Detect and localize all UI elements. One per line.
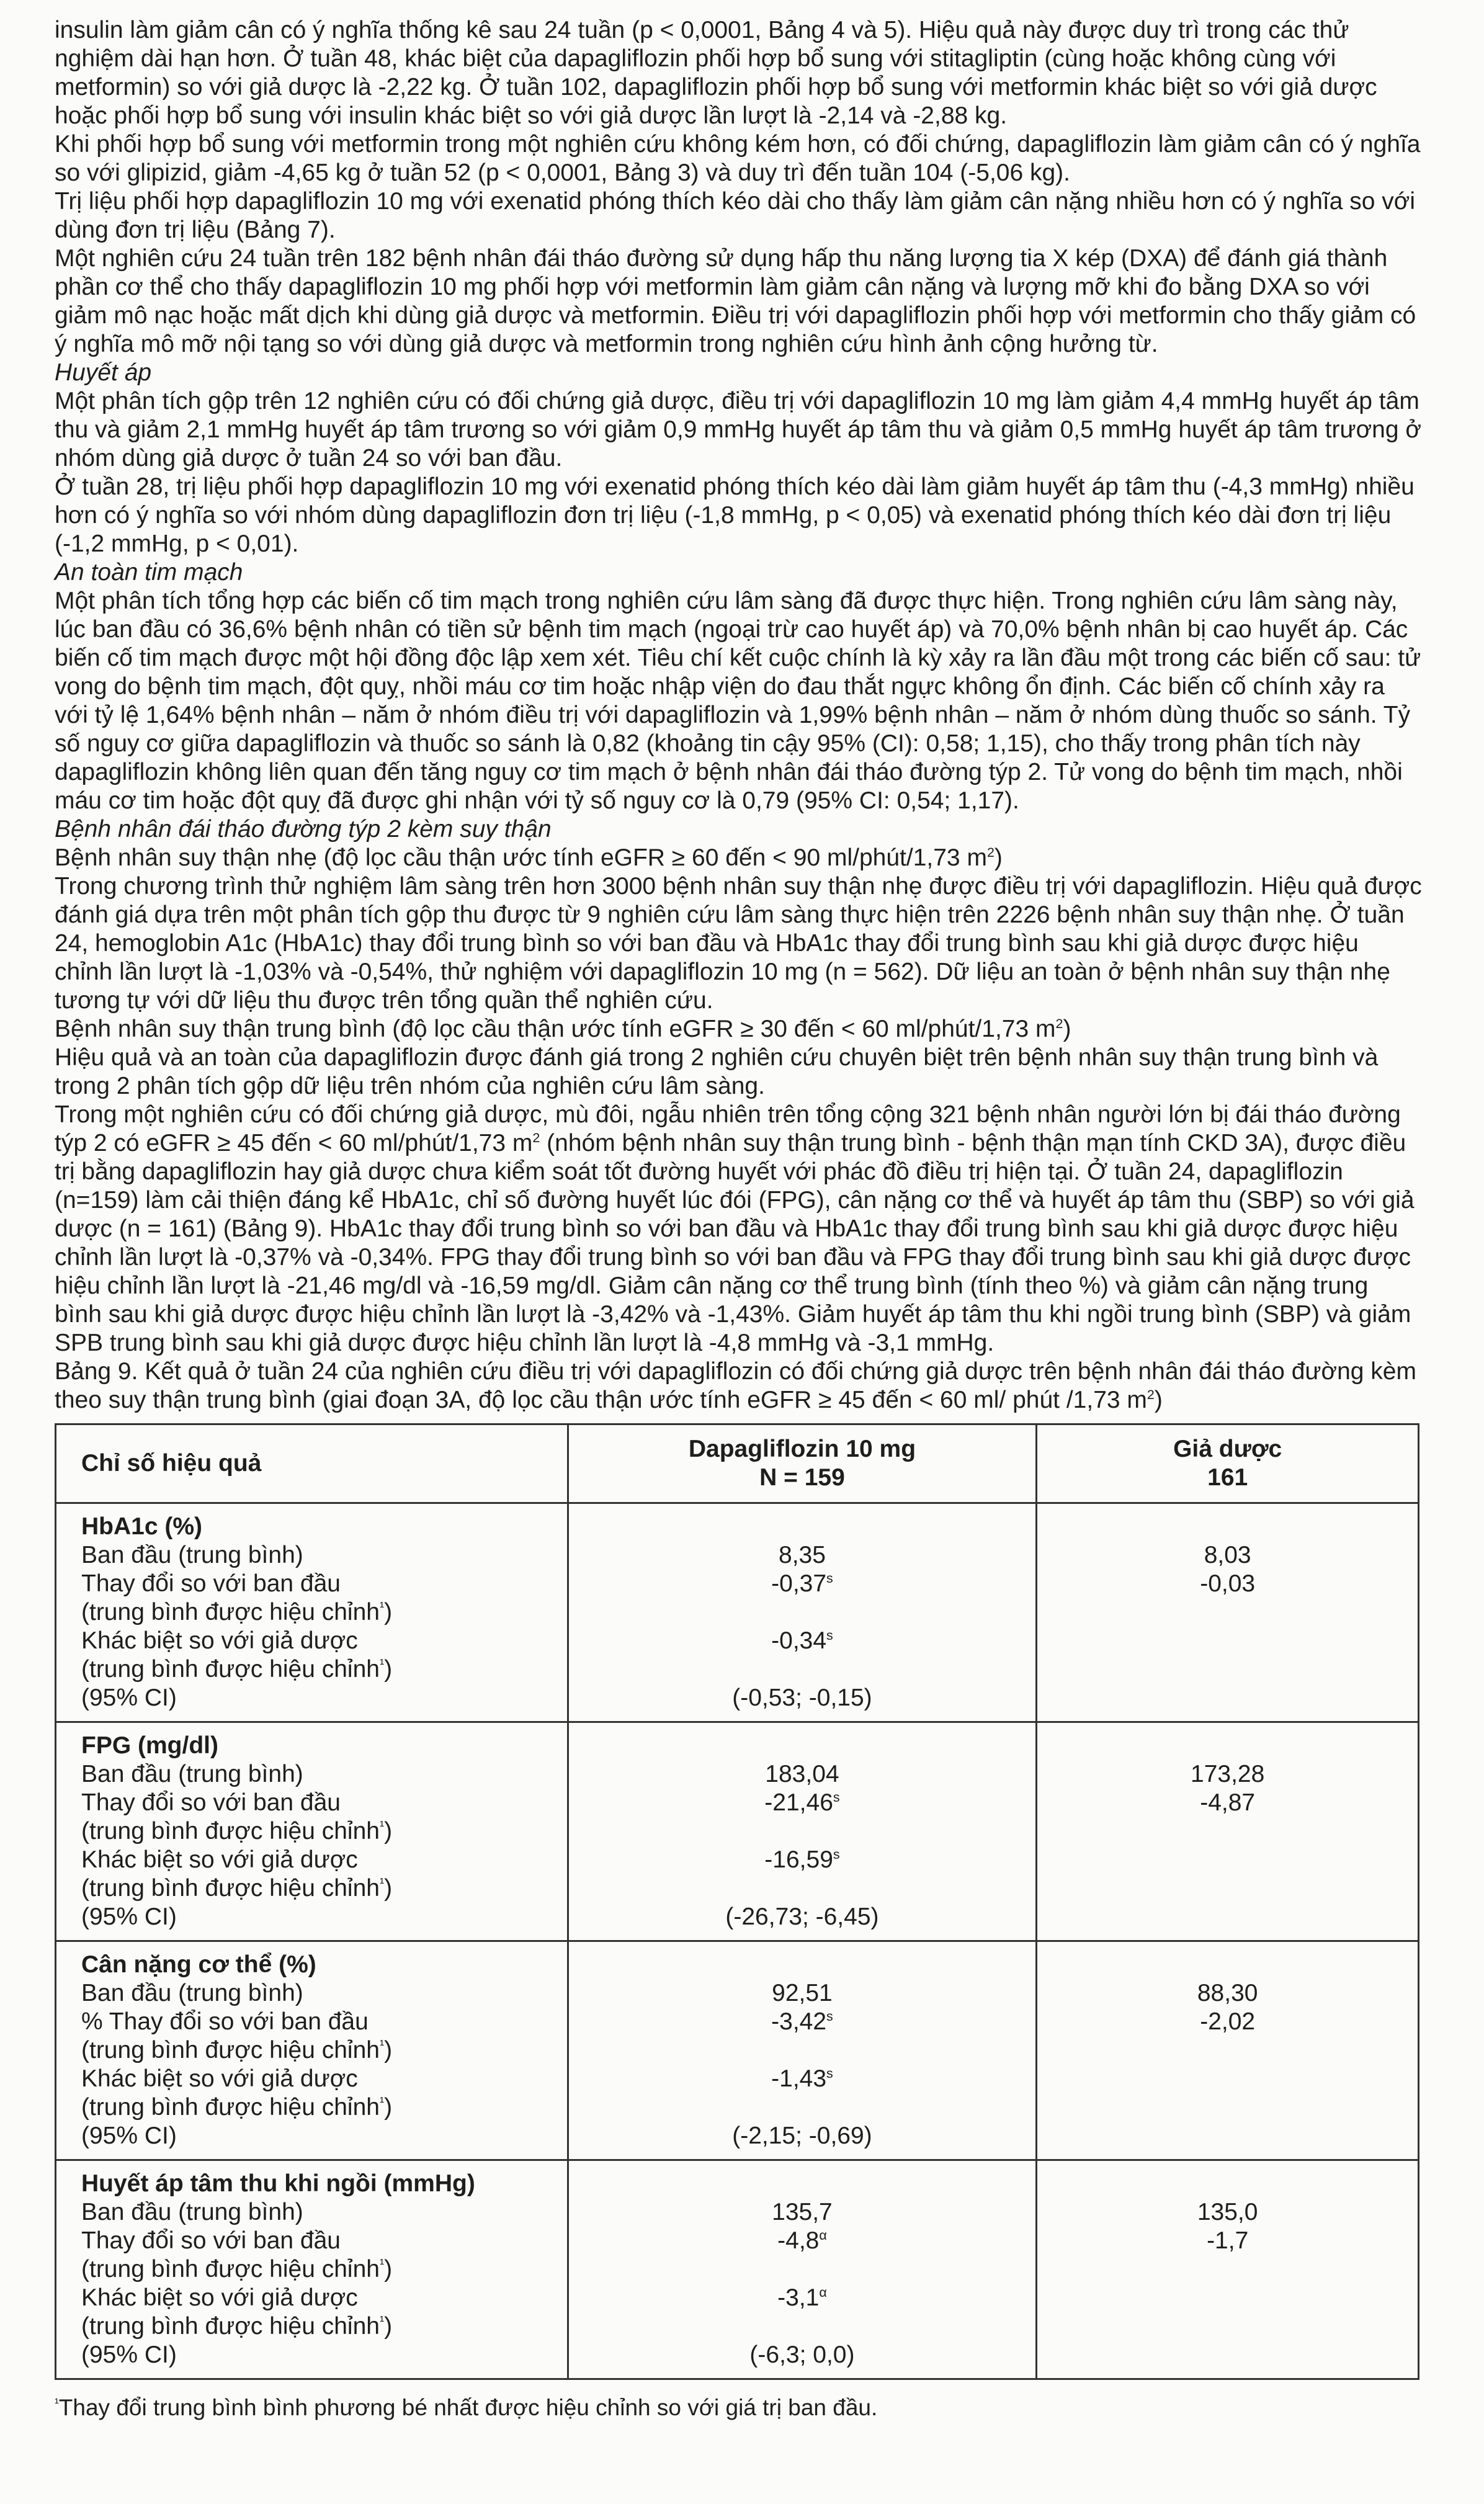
paragraph-p2 (55, 130, 1422, 187)
placebo-value (1037, 1627, 1418, 1655)
row-label-sup: ¹ (379, 1657, 385, 1671)
row-label: Thay đổi so với ban đầu (81, 1570, 341, 1597)
paragraph-text: Trong một nghiên cứu có đối chứng giả dược, mù đôi, ngẫu nhiên trên tổng cộng 321 bệnh nhân người lớn bị đái tháo đường týp 2 có eGFR ≥ 45 đến < 60 ml/phút/1,73 m (55, 1101, 1401, 1156)
row-label: % Thay đổi so với ban đầu (81, 2008, 369, 2035)
dapagliflozin-value (569, 2227, 1036, 2255)
paragraph-text: insulin làm giảm cân có ý nghĩa thống kê sau 24 tuần (p < 0,0001, Bảng 4 và 5). Hiệu quả này được duy trì trong các thử nghiệm dài hạn hơn. Ở tuần 48, khác biệt của dapagliflozin phối hợp bổ sung với stitagliptin (cùng hoặc không cùng với metformin) so với giả dược là -2,22 kg. Ở tuần 102, dapagliflozin phối hợp bổ sung với metformin khác biệt so với giả dược hoặc phối hợp bổ sung với insulin khác biệt so với giả dược lần lượt là -2,14 và -2,88 kg. (55, 17, 1377, 129)
paragraph-text: Bệnh nhân đái tháo đường týp 2 kèm suy thận (55, 816, 552, 843)
paragraph-p4 (55, 244, 1422, 359)
section-placebo-values (1037, 1503, 1419, 1722)
row-label-ci: (95% CI) (81, 2122, 177, 2149)
section-title: Cân nặng cơ thể (%) (81, 1951, 316, 1978)
paragraph-h3 (55, 815, 1422, 844)
paragraph-p7 (55, 587, 1422, 815)
dapagliflozin-value (569, 1570, 1036, 1598)
paragraph-text: Bệnh nhân suy thận nhẹ (độ lọc cầu thận ước tính eGFR ≥ 60 đến < 90 ml/phút/1,73 m (55, 844, 987, 871)
value-text: -4,8 (777, 2227, 820, 2254)
value-text: -3,42 (771, 2008, 827, 2035)
value-text: 8,35 (779, 1542, 826, 1568)
spacer (1037, 2036, 1418, 2065)
row-label: Thay đổi so với ban đầu (81, 1789, 341, 1816)
header-dapagliflozin (568, 1424, 1037, 1503)
section-labels (56, 1503, 568, 1722)
section-title: Huyết áp tâm thu khi ngồi (mmHg) (81, 2170, 475, 2197)
paragraph-p8 (55, 872, 1422, 1015)
header-placebo-name: Giả dược (1173, 1436, 1282, 1462)
header-placebo-n: 161 (1207, 1464, 1248, 1491)
dapagliflozin-value (569, 2284, 1036, 2312)
spacer (1037, 1598, 1418, 1627)
row-label-sup: ¹ (379, 2037, 385, 2052)
row-label-sub (81, 2312, 552, 2341)
dapagliflozin-value (569, 2065, 1036, 2093)
confidence-interval: (-0,53; -0,15) (732, 1684, 872, 1711)
table-section-row (56, 2160, 1419, 2379)
paragraph-text: Bệnh nhân suy thận trung bình (độ lọc cầu thận ước tính eGFR ≥ 30 đến < 60 ml/phút/1,73 m (55, 1016, 1056, 1042)
section-labels (56, 1722, 568, 1941)
paragraph-text: Một phân tích gộp trên 12 nghiên cứu có đối chứng giả dược, điều trị với dapagliflozin 10 mg làm giảm 4,4 mmHg huyết áp tâm thu và giảm 2,1 mmHg huyết áp tâm trương so với giảm 0,9 mmHg huyết áp tâm thu và giảm 0,5 mmHg huyết áp tâm trương ở nhóm dùng giả dược ở tuần 24 so với ban đầu. (55, 388, 1421, 472)
confidence-interval: (-6,3; 0,0) (749, 2341, 855, 2368)
value-sup: s (826, 1571, 833, 1586)
section-dapagliflozin-values (568, 1503, 1037, 1722)
row-label: Ban đầu (trung bình) (81, 1761, 303, 1787)
spacer (569, 1817, 1036, 1846)
value-text: -1,43 (771, 2065, 827, 2092)
row-label-close: ) (384, 2256, 393, 2283)
spacer (569, 1655, 1036, 1684)
row-label: Khác biệt so với giả dược (81, 2065, 358, 2092)
row-label: Ban đầu (trung bình) (81, 1980, 303, 2006)
spacer (569, 2093, 1036, 2122)
table-section-row (56, 1722, 1419, 1941)
spacer (569, 2036, 1036, 2065)
placebo-value: -4,87 (1200, 1789, 1256, 1816)
placebo-value (1037, 1846, 1418, 1874)
row-label-sup: ¹ (379, 1876, 385, 1890)
row-label: Khác biệt so với giả dược (81, 1627, 358, 1654)
spacer (569, 1874, 1036, 1903)
row-label-text: (trung bình được hiệu chỉnh (81, 1875, 380, 1902)
confidence-interval: (-2,15; -0,69) (732, 2122, 872, 2149)
dapagliflozin-value (569, 1760, 1036, 1789)
dapagliflozin-value (569, 2198, 1036, 2227)
section-labels (56, 1941, 568, 2160)
row-label: Thay đổi so với ban đầu (81, 2227, 341, 2254)
spacer (1037, 2312, 1418, 2341)
footnote-text: Thay đổi trung bình bình phương bé nhất được hiệu chỉnh so với giá trị ban đầu. (58, 2395, 878, 2420)
paragraph-text: Trong chương trình thử nghiệm lâm sàng trên hơn 3000 bệnh nhân suy thận nhẹ được điều trị với dapagliflozin. Hiệu quả được đánh giá dựa trên một phân tích gộp thu được từ 9 nghiên cứu lâm sàng thực hiện trên 2226 bệnh nhân suy thận nhẹ. Ở tuần 24, hemoglobin A1c (HbA1c) thay đổi trung bình so với ban đầu và HbA1c thay đổi trung bình sau khi giả dược được hiệu chỉnh lần lượt là -1,03% và -0,54%, thử nghiệm với dapagliflozin 10 mg (n = 562). Dữ liệu an toàn ở bệnh nhân suy thận nhẹ tương tự với dữ liệu thu được trên tổng quần thể nghiên cứu. (55, 873, 1422, 1014)
spacer (1037, 2170, 1418, 2198)
row-label-sub (81, 1598, 552, 1627)
row-label-ci: (95% CI) (81, 2341, 177, 2368)
value-sup: s (833, 1847, 840, 1862)
table-body (56, 1503, 1419, 2379)
placebo-value (1037, 2065, 1418, 2093)
paragraph-h2 (55, 558, 1422, 587)
section-placebo-values (1037, 1941, 1419, 2160)
paragraph-p9 (55, 1044, 1422, 1101)
row-label-close: ) (384, 2313, 393, 2340)
row-label: Ban đầu (trung bình) (81, 2199, 303, 2225)
paragraph-text: Ở tuần 28, trị liệu phối hợp dapagliflozin 10 mg với exenatid phóng thích kéo dài làm giảm huyết áp tâm thu (-4,3 mmHg) nhiều hơn có ý nghĩa so với nhóm dùng dapagliflozin đơn trị liệu (-1,8 mmHg, p < 0,05) và exenatid phóng thích kéo dài đơn trị liệu (-1,2 mmHg, p < 0,01). (55, 473, 1415, 557)
row-label-close: ) (384, 2037, 393, 2064)
paragraph-text: Huyết áp (55, 359, 152, 386)
row-label-sub (81, 2036, 552, 2065)
paragraph-p3 (55, 187, 1422, 244)
placebo-value: 173,28 (1191, 1761, 1265, 1787)
paragraph-text: Bảng 9. Kết quả ở tuần 24 của nghiên cứu điều trị với dapagliflozin có đối chứng giả dược trên bệnh nhân đái tháo đường kèm theo suy thận trung bình (giai đoạn 3A, độ lọc cầu thận ước tính eGFR ≥ 45 đến < 60 ml/ phút /1,73 m (55, 1358, 1416, 1413)
spacer (1037, 2255, 1418, 2284)
superscript: 2 (1147, 1387, 1155, 1402)
row-label: Ban đầu (trung bình) (81, 1542, 303, 1568)
spacer (1037, 1874, 1418, 1903)
paragraph-text: Một phân tích tổng hợp các biến cố tim mạch trong nghiên cứu lâm sàng đã được thực hiện. Trong nghiên cứu lâm sàng này, lúc ban đầu có 36,6% bệnh nhân có tiền sử bệnh tim mạch (ngoại trừ cao huyết áp) và 70,0% bệnh nhân bị cao huyết áp. Các biến cố tim mạch được một hội đồng độc lập xem xét. Tiêu chí kết cuộc chính là kỳ xảy ra lần đầu một trong các biến cố sau: tử vong do bệnh tim mạch, đột quỵ, nhồi máu cơ tim hoặc nhập viện do đau thắt ngực không ổn định. Các biến cố chính xảy ra với tỷ lệ 1,64% bệnh nhân – năm ở nhóm điều trị với dapagliflozin và 1,99% bệnh nhân – năm ở nhóm dùng thuốc so sánh. Tỷ số nguy cơ giữa dapagliflozin và thuốc so sánh là 0,82 (khoảng tin cậy 95% (CI): 0,58; 1,15), cho thấy trong phân tích này dapagliflozin không liên quan đến tăng nguy cơ tim mạch ở bệnh nhân đái tháo đường týp 2. Tử vong do bệnh tim mạch, nhồi máu cơ tim hoặc đột quỵ đã được ghi nhận với tỷ số nguy cơ là 0,79 (95% CI: 0,54; 1,17). (55, 588, 1421, 814)
section-title: FPG (mg/dl) (81, 1732, 218, 1759)
placebo-value: -1,7 (1207, 2227, 1249, 2254)
section-title: HbA1c (%) (81, 1513, 203, 1540)
value-text: -3,1 (777, 2284, 820, 2311)
dapagliflozin-value (569, 1789, 1036, 1817)
table-section-row (56, 1503, 1419, 1722)
row-label: Khác biệt so với giả dược (81, 2284, 358, 2311)
section-dapagliflozin-values (568, 1941, 1037, 2160)
placebo-value: -2,02 (1200, 2008, 1256, 2035)
dapagliflozin-value (569, 1627, 1036, 1655)
paragraph-text: Trị liệu phối hợp dapagliflozin 10 mg với exenatid phóng thích kéo dài cho thấy làm giảm cân nặng nhiều hơn có ý nghĩa so với dùng đơn trị liệu (Bảng 7). (55, 188, 1416, 243)
spacer (1037, 1655, 1418, 1684)
placebo-value: 135,0 (1197, 2199, 1258, 2225)
row-label-text: (trung bình được hiệu chỉnh (81, 2037, 380, 2064)
paragraph-h4 (55, 844, 1422, 872)
row-label-text: (trung bình được hiệu chỉnh (81, 2313, 380, 2340)
spacer (1037, 1684, 1418, 1712)
row-label-sub (81, 2093, 552, 2122)
paragraph-h5 (55, 1015, 1422, 1044)
value-text: 92,51 (772, 1980, 833, 2006)
value-text: -0,37 (771, 1570, 827, 1597)
value-text: 135,7 (772, 2199, 833, 2225)
spacer (1037, 1513, 1418, 1541)
paragraph-text-after: ) (1063, 1016, 1071, 1042)
table-section-row (56, 1941, 1419, 2160)
spacer (1037, 1903, 1418, 1931)
paragraph-text: Hiệu quả và an toàn của dapagliflozin được đánh giá trong 2 nghiên cứu chuyên biệt trên bệnh nhân suy thận trung bình và trong 2 phân tích gộp dữ liệu trên nhóm của nghiên cứu lâm sàng. (55, 1044, 1379, 1099)
row-label-close: ) (384, 1656, 393, 1683)
paragraph-text: Khi phối hợp bổ sung với metformin trong một nghiên cứu không kém hơn, có đối chứng, dapagliflozin làm giảm cân có ý nghĩa so với glipizid, giảm -4,65 kg ở tuần 52 (p < 0,0001, Bảng 3) và duy trì đến tuần 104 (-5,06 kg). (55, 131, 1421, 186)
row-label-sub (81, 1817, 552, 1846)
dapagliflozin-value (569, 1846, 1036, 1874)
row-label-ci: (95% CI) (81, 1684, 177, 1711)
row-label-sup: ¹ (379, 2256, 385, 2271)
paragraph-p6 (55, 473, 1422, 558)
section-labels (56, 2160, 568, 2379)
spacer (1037, 1817, 1418, 1846)
header-dapagliflozin-name: Dapagliflozin 10 mg (688, 1436, 916, 1462)
confidence-interval: (-26,73; -6,45) (725, 1903, 879, 1930)
row-label-text: (trung bình được hiệu chỉnh (81, 2094, 380, 2121)
row-label-close: ) (384, 2094, 393, 2121)
placebo-value (1037, 2284, 1418, 2312)
row-label-sub (81, 1874, 552, 1903)
value-sup: s (826, 2066, 833, 2081)
spacer (569, 1732, 1036, 1760)
section-placebo-values (1037, 1722, 1419, 1941)
value-text: -16,59 (764, 1846, 833, 1873)
superscript: 2 (986, 845, 995, 860)
placebo-value: 8,03 (1204, 1542, 1251, 1568)
paragraph-h1 (55, 359, 1422, 387)
row-label-sup: ¹ (379, 2314, 385, 2328)
value-text: 183,04 (765, 1761, 839, 1787)
row-label-sup: ¹ (379, 1818, 385, 1833)
spacer (1037, 2122, 1418, 2150)
superscript: 2 (1055, 1016, 1063, 1031)
section-dapagliflozin-values (568, 2160, 1037, 2379)
spacer (1037, 2093, 1418, 2122)
paragraph-text-after: ) (1154, 1387, 1163, 1413)
row-label-sub (81, 1655, 552, 1684)
value-sup: s (833, 1790, 840, 1805)
placebo-value: -0,03 (1200, 1570, 1256, 1597)
paragraph-text-after: ) (994, 844, 1003, 871)
spacer (1037, 2341, 1418, 2369)
dapagliflozin-value (569, 2008, 1036, 2036)
value-sup: s (826, 1628, 833, 1643)
paragraph-text: Một nghiên cứu 24 tuần trên 182 bệnh nhân đái tháo đường sử dụng hấp thu năng lượng tia X kép (DXA) để đánh giá thành phần cơ thể cho thấy dapagliflozin 10 mg phối hợp với metformin làm giảm cân nặng và lượng mỡ khi đo bằng DXA so với giảm mô nạc hoặc mất dịch khi dùng giả dược và metformin. Điều trị với dapagliflozin phối hợp với metformin cho thấy giảm có ý nghĩa mô mỡ nội tạng so với dùng giả dược và metformin trong nghiên cứu hình ảnh cộng hưởng từ. (55, 245, 1416, 357)
section-dapagliflozin-values (568, 1722, 1037, 1941)
superscript: 2 (532, 1130, 540, 1145)
value-sup: α (819, 2228, 827, 2243)
row-label-text: (trung bình được hiệu chỉnh (81, 2256, 380, 2283)
row-label-ci: (95% CI) (81, 1903, 177, 1930)
footnote-marker: ¹ (55, 2396, 59, 2410)
dapagliflozin-value (569, 1541, 1036, 1570)
placebo-value: 88,30 (1197, 1980, 1258, 2006)
spacer (569, 2312, 1036, 2341)
spacer (1037, 1951, 1418, 1979)
row-label-sup: ¹ (379, 2095, 385, 2109)
row-label-text: (trung bình được hiệu chỉnh (81, 1599, 380, 1625)
paragraph-p11 (55, 1357, 1422, 1415)
spacer (569, 2170, 1036, 2198)
spacer (569, 1598, 1036, 1627)
row-label-close: ) (384, 1818, 393, 1844)
spacer (1037, 1732, 1418, 1760)
row-label-text: (trung bình được hiệu chỉnh (81, 1818, 380, 1844)
row-label-close: ) (384, 1599, 393, 1625)
spacer (569, 1951, 1036, 1979)
dapagliflozin-value (569, 1979, 1036, 2008)
spacer (569, 1513, 1036, 1541)
paragraph-p10 (55, 1101, 1422, 1357)
value-text: -21,46 (764, 1789, 833, 1816)
row-label-sup: ¹ (379, 1599, 385, 1614)
paragraph-text-after: (nhóm bệnh nhân suy thận trung bình - bệnh thận mạn tính CKD 3A), được điều trị bằng dapagliflozin hay giả dược chưa kiểm soát tốt đường huyết với phác đồ điều trị hiện tại. Ở tuần 24, dapagliflozin (n=159) làm cải thiện đáng kể HbA1c, chỉ số đường huyết lúc đói (FPG), cân nặng cơ thể và huyết áp tâm thu (SBP) so với giả dược (n = 161) (Bảng 9). HbA1c thay đổi trung bình so với ban đầu và HbA1c thay đổi trung bình sau khi giả dược được hiệu chỉnh lần lượt là -0,37% và -0,34%. FPG thay đổi trung bình so với ban đầu và FPG thay đổi trung bình sau khi giả dược được hiệu chỉnh lần lượt là -21,46 mg/dl và -16,59 mg/dl. Giảm cân nặng cơ thể trung bình (tính theo %) và giảm cân nặng trung bình sau khi giả dược được hiệu chỉnh lần lượt là -3,42% và -1,43%. Giảm huyết áp tâm thu khi ngồi trung bình (SBP) và giảm SPB trung bình sau khi giả dược được hiệu chỉnh lần lượt là -4,8 mmHg và -3,1 mmHg. (55, 1130, 1415, 1356)
header-placebo (1037, 1424, 1419, 1503)
row-label-text: (trung bình được hiệu chỉnh (81, 1656, 380, 1683)
row-label-sub (81, 2255, 552, 2284)
paragraph-text: An toàn tim mạch (55, 559, 243, 586)
header-efficacy-index: Chỉ số hiệu quả (56, 1424, 568, 1503)
spacer (569, 2255, 1036, 2284)
header-dapagliflozin-n: N = 159 (759, 1464, 845, 1491)
paragraph-p5 (55, 387, 1422, 473)
value-sup: s (826, 2009, 833, 2024)
table-header-row (56, 1424, 1419, 1503)
value-text: -0,34 (771, 1627, 827, 1654)
results-table (55, 1423, 1419, 2380)
value-sup: α (819, 2285, 827, 2300)
row-label-close: ) (384, 1875, 393, 1902)
body-text (55, 16, 1422, 1415)
paragraph-p1 (55, 16, 1422, 130)
row-label: Khác biệt so với giả dược (81, 1846, 358, 1873)
table-footnote (55, 2394, 1422, 2422)
section-placebo-values (1037, 2160, 1419, 2379)
